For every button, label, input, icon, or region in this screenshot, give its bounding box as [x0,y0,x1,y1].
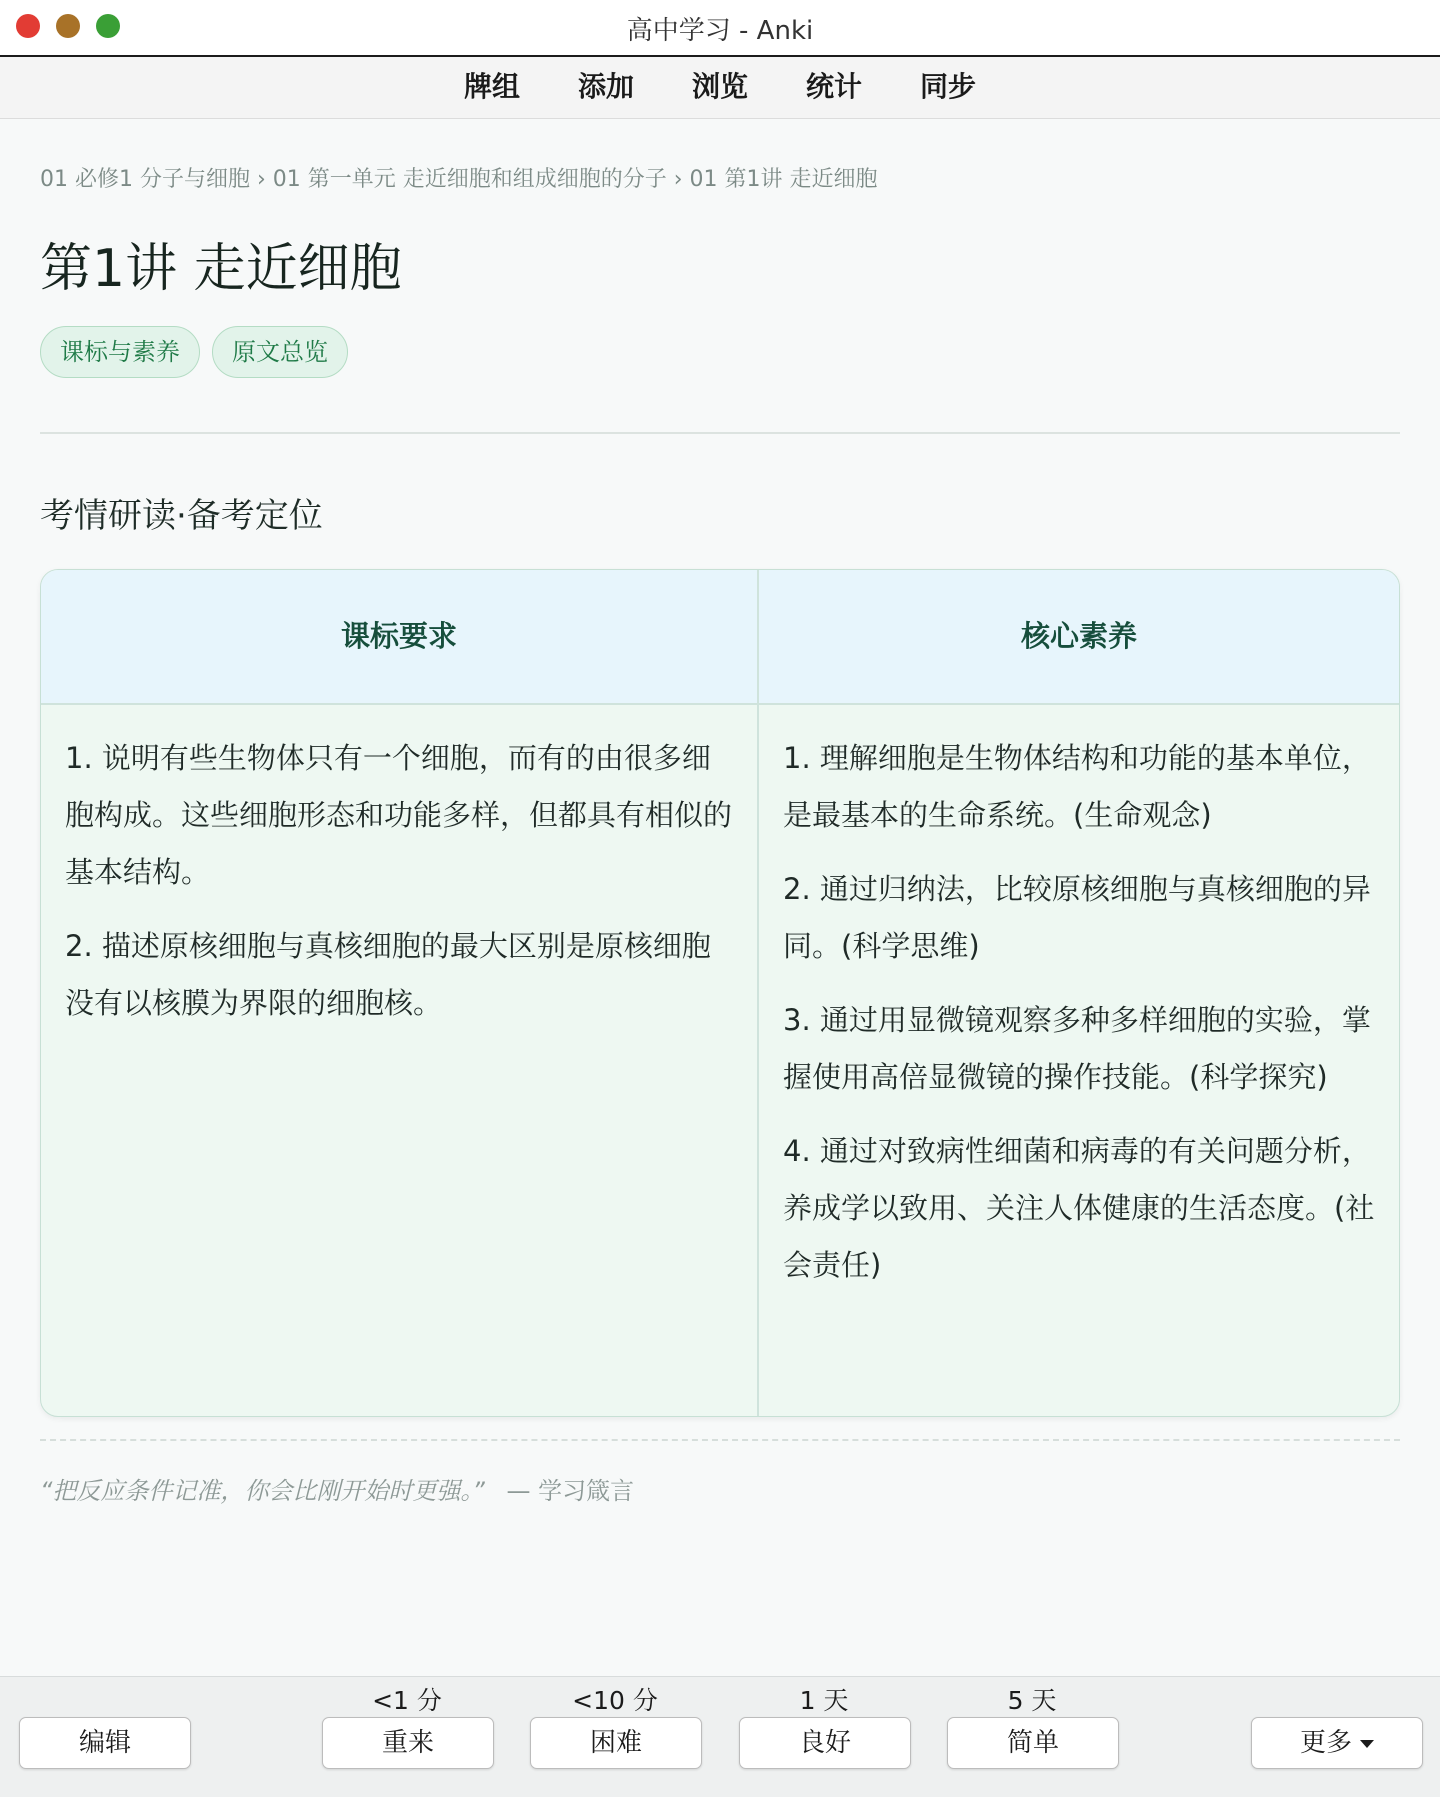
quote [40,1471,634,1506]
tag-pill: 原文总览 [212,326,348,378]
easy-interval: 5 天 [1007,1686,1057,1715]
again-button[interactable]: 重来 [322,1717,494,1769]
column-divider [757,570,759,1416]
window-title: 高中学习 - Anki [626,16,814,46]
section-title: 考情研读·备考定位 [40,496,323,536]
header-curriculum: 课标要求 [340,619,457,653]
core-literacy-column [783,730,1379,1311]
curriculum-column [65,730,737,1049]
easy-button[interactable]: 简单 [947,1717,1119,1769]
divider [40,432,1400,434]
quote-source: — 学习箴言 [506,1477,635,1505]
list-item: 1. 说明有些生物体只有一个细胞，而有的由很多细胞构成。这些细胞形态和功能多样，但都具有相似的基本结构。 [65,741,733,889]
toolbar-browse[interactable]: 浏览 [691,70,748,103]
good-button[interactable]: 良好 [739,1717,911,1769]
list-item: 4. 通过对致病性细菌和病毒的有关问题分析，养成学以致用、关注人体健康的生活态度。(社会责任) [783,1134,1375,1282]
toolbar-add[interactable]: 添加 [577,70,634,103]
good-interval: 1 天 [799,1686,849,1715]
hard-interval: <10 分 [572,1686,658,1715]
edit-button[interactable]: 编辑 [19,1717,191,1769]
list-item: 1. 理解细胞是生物体结构和功能的基本单位，是最基本的生命系统。(生命观念) [783,741,1371,832]
main-toolbar [0,57,1440,119]
more-label: 更多 [1299,1728,1352,1758]
list-item: 2. 通过归纳法，比较原核细胞与真核细胞的异同。(科学思维) [783,872,1371,963]
tag-pill: 课标与素养 [40,326,200,378]
table-header [41,570,1399,705]
toolbar-stats[interactable]: 统计 [806,70,863,103]
hard-button[interactable]: 困难 [530,1717,702,1769]
toolbar-sync[interactable]: 同步 [920,70,977,103]
breadcrumb: 01 必修1 分子与细胞 › 01 第一单元 走近细胞和组成细胞的分子 › 01 第1讲 走近细胞 [40,167,878,192]
dashed-divider [40,1439,1400,1441]
list-item: 2. 描述原核细胞与真核细胞的最大区别是原核细胞没有以核膜为界限的细胞核。 [65,929,711,1020]
more-button[interactable] [1251,1717,1423,1769]
tag-list [40,326,348,378]
answer-bar [0,1676,1440,1797]
again-interval: <1 分 [372,1686,442,1715]
quote-text: “把反应条件记准，你会比刚开始时更强。” [40,1477,485,1505]
toolbar-decks[interactable]: 牌组 [463,70,520,103]
title-bar [0,0,1440,57]
list-item: 3. 通过用显微镜观察多种多样细胞的实验，掌握使用高倍显微镜的操作技能。(科学探究) [783,1003,1371,1094]
page-title: 第1讲 走近细胞 [40,239,402,299]
chevron-down-icon [1360,1740,1374,1748]
header-core-literacy: 核心素养 [1020,619,1137,653]
info-table [40,569,1400,1417]
